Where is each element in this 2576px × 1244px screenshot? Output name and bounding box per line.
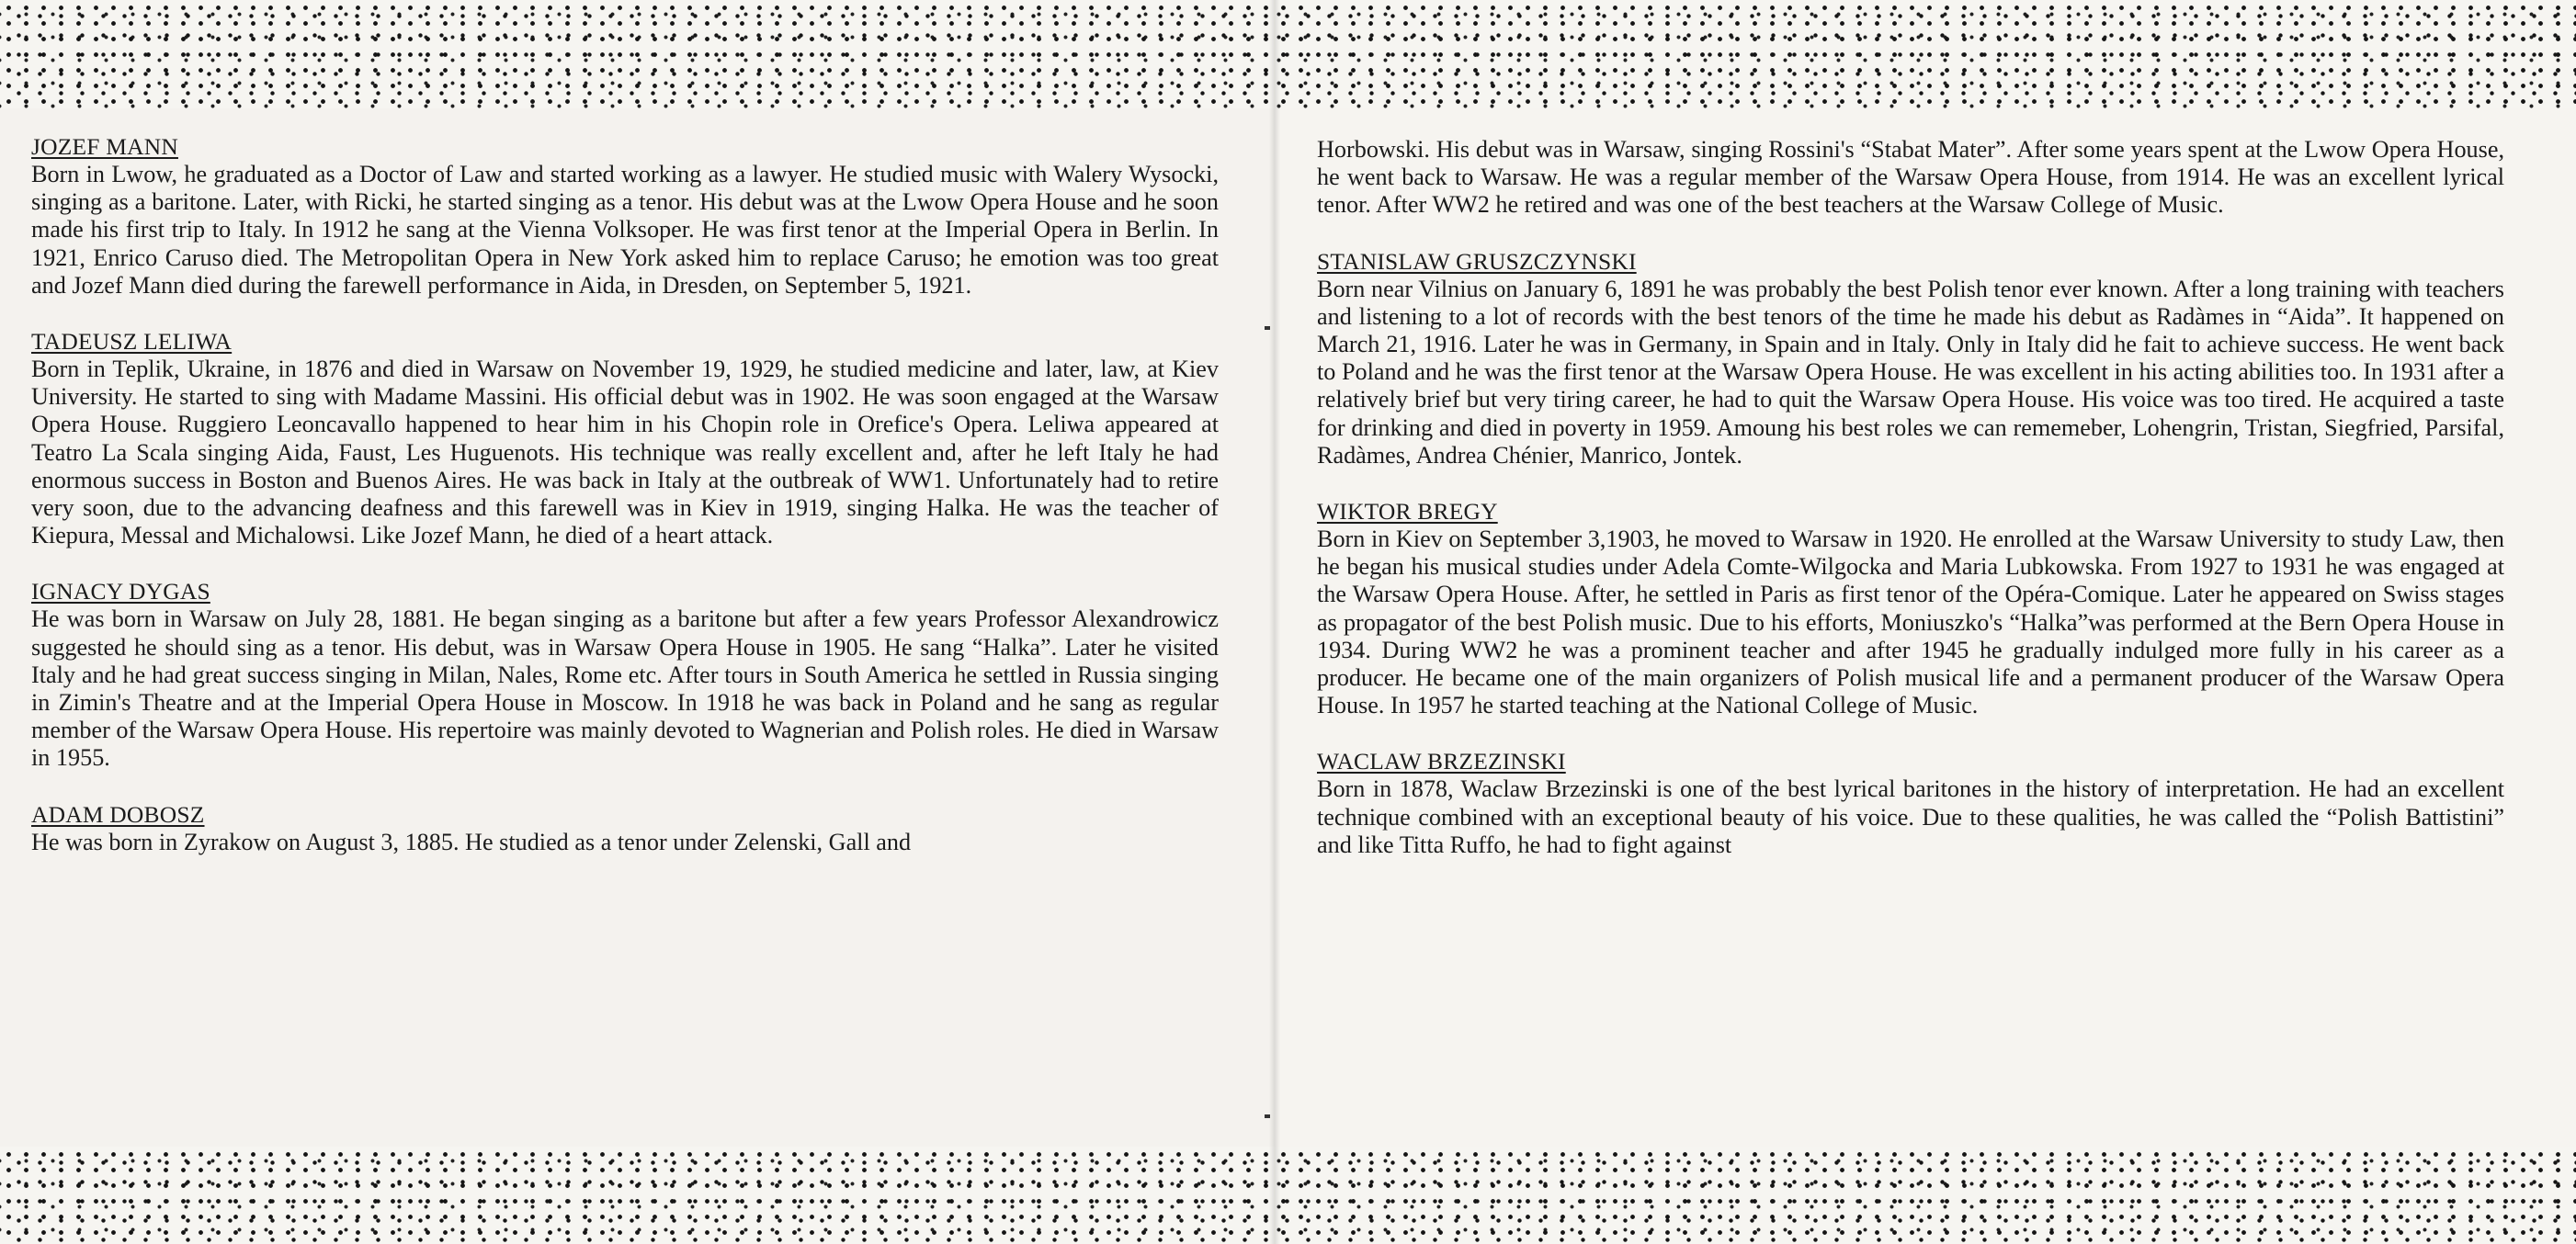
bio-text: Born near Vilnius on January 6, 1891 he was probably the best Polish tenor ever known. After a long training with teachers and listening to a lot of records with the best tenors of the time he made his debut as Radàmes in “Aida”. It happened on March 21, 1916. Later he was in Germany, in Spain and in Italy. Only in Italy did he fait to achieve success. He went back to Poland and he was the first tenor at the Warsaw Opera House. He was excellent in his acting abilities too. In 1931 after a relatively brief but very tiring career, he had to quit the Warsaw Opera House. His voice was too tired. He acquired a taste for drinking and died in poverty in 1959. Amoung his best roles we can rememeber, Lohengrin, Tristan, Siegfried, Parsifal, Radàmes, Andrea Chénier, Manrico, Jontek. <box>1317 275 2504 469</box>
bio-heading: JOZEF MANN <box>31 133 178 160</box>
bio-heading: TADEUSZ LELIWA <box>31 328 233 356</box>
speckled-border-top <box>0 0 2576 108</box>
bio-heading: ADAM DOBOSZ <box>31 800 205 828</box>
bio-heading: IGNACY DYGAS <box>31 578 210 605</box>
bio-waclaw-brzezinski <box>1317 748 2504 859</box>
bio-tadeusz-leliwa <box>31 328 1219 549</box>
bio-wiktor-bregy <box>1317 498 2504 719</box>
bio-continuation-text: Horbowski. His debut was in Warsaw, singing Rossini's “Stabat Mater”. After some years spent at the Lwow Opera House, he went back to Warsaw. He was a regular member of the Warsaw Opera House, from 1914. He was an excellent lyrical tenor. After WW2 he retired and was one of the best teachers at the Warsaw College of Music. <box>1317 136 2504 219</box>
speckled-border-bottom <box>0 1147 2576 1244</box>
bio-text: He was born in Warsaw on July 28, 1881. He began singing as a baritone but after a few years Professor Alexandrowicz suggested he should sing as a tenor. His debut, was in Warsaw Opera House in 1905. He sang “Halka”. Later he visited Italy and he had great success singing in Milan, Nales, Rome etc. After tours in South America he settled in Russia singing in Zimin's Theatre and at the Imperial Opera House in Moscow. In 1918 he was back in Poland and he sang as regular member of the Warsaw Opera House. His repertoire was mainly devoted to Wagnerian and Polish roles. He died in Warsaw in 1955. <box>31 605 1219 772</box>
right-column <box>1317 136 2504 888</box>
spine-mark <box>1265 1114 1270 1118</box>
bio-heading: WACLAW BRZEZINSKI <box>1317 748 1566 775</box>
bio-stanislaw-gruszczynski <box>1317 248 2504 469</box>
bio-adam-dobosz <box>31 801 1219 856</box>
spine-mark <box>1265 326 1270 330</box>
book-spine <box>1269 0 1280 1244</box>
bio-jozef-mann <box>31 133 1219 300</box>
left-column <box>31 133 1219 885</box>
bio-text: He was born in Zyrakow on August 3, 1885. He studied as a tenor under Zelenski, Gall and <box>31 828 912 855</box>
bio-text: Born in Teplik, Ukraine, in 1876 and died in Warsaw on November 19, 1929, he studied medicine and later, law, at Kiev University. He started to sing with Madame Massini. His official debut was in 1902. He was soon engaged at the Warsaw Opera House. Ruggiero Leoncavallo happened to hear him in his Chopin role in Orefice's Opera. Leliwa appeared at Teatro La Scala singing Aida, Faust, Les Huguenots. His technique was really excellent and, after he left Italy he had enormous success in Boston and Buenos Aires. He was back in Italy at the outbreak of WW1. Unfortunately had to retire very soon, due to the advancing deafness and this farewell was in Kiev in 1919, singing Halka. He was the teacher of Kiepura, Messal and Michalowsi. Like Jozef Mann, he died of a heart attack. <box>31 356 1219 549</box>
bio-text: Born in Kiev on September 3,1903, he moved to Warsaw in 1920. He enrolled at the Warsaw University to study Law, then he began his musical studies under Adela Comte-Wilgocka and Maria Lubkowska. From 1927 to 1931 he was engaged at the Warsaw Opera House. After, he settled in Paris as first tenor of the Opéra-Comique. Later he appeared on Swiss stages as propagator of the best Polish music. Due to his efforts, Moniuszko's “Halka”was performed at the Bern Opera House in 1934. During WW2 he was a prominent teacher and after 1945 he gradually indulged more fully in his career as a producer. He became one of the main organizers of Polish musical life and a permanent producer of the Warsaw Opera House. In 1957 he started teaching at the National College of Music. <box>1317 526 2504 719</box>
bio-text: Born in 1878, Waclaw Brzezinski is one of the best lyrical baritones in the history of interpretation. He had an excellent technique combined with an exceptional beauty of his voice. Due to these qualities, he was called the “Polish Battistini” and like Titta Ruffo, he had to fight against <box>1317 775 2504 858</box>
bio-text: Born in Lwow, he graduated as a Doctor of Law and started working as a lawyer. He studied music with Walery Wysocki, singing as a baritone. Later, with Ricki, he started singing as a tenor. His debut was at the Lwow Opera House and he soon made his first trip to Italy. In 1912 he sang at the Vienna Volksoper. He was first tenor at the Imperial Opera in Berlin. In 1921, Enrico Caruso died. The Metropolitan Opera in New York asked him to replace Caruso; he emotion was too great and Jozef Mann died during the farewell performance in Aida, in Dresden, on September 5, 1921. <box>31 161 1219 299</box>
bio-heading: WIKTOR BREGY <box>1317 498 1498 526</box>
bio-ignacy-dygas <box>31 578 1219 772</box>
bio-heading: STANISLAW GRUSZCZYNSKI <box>1317 247 1637 275</box>
